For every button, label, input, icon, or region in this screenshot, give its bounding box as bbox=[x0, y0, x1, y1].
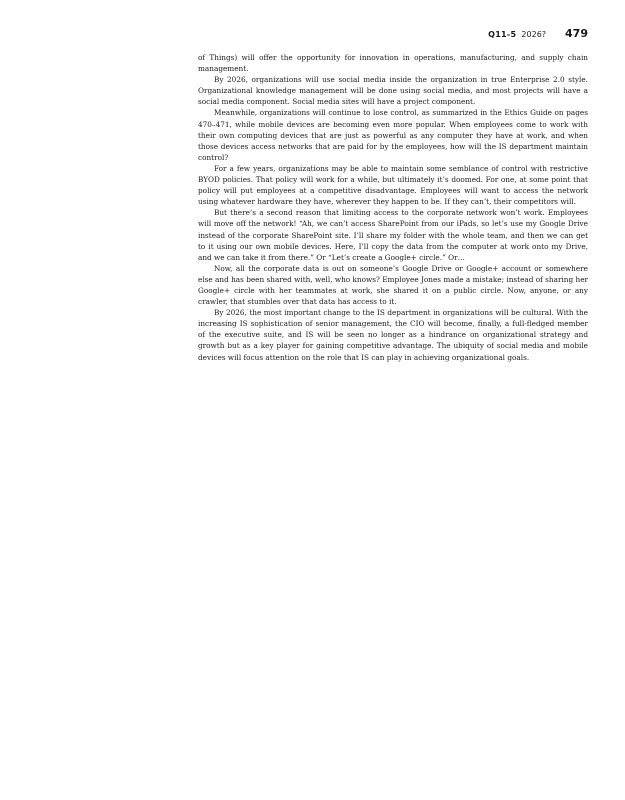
body-text bbox=[198, 52, 588, 363]
paragraph: But there’s a second reason that limiting access to the corporate network won’t work. Employees will move off the network! “Ah, we can’t access SharePoint from our iPads, so let’s use my Google Drive instead of the corporate SharePoint site. I’ll share my folder with the whole team, and then we can get to it using our own mobile devices. Here, I’ll copy the data from the computer at work onto my Drive, and we can take it from there.” Or “Let’s create a Google+ circle.” Or… bbox=[198, 208, 588, 262]
running-head bbox=[488, 27, 588, 43]
section-label: Q11-5 bbox=[488, 30, 517, 39]
paragraph: Meanwhile, organizations will continue to lose control, as summarized in the Ethics Guide on pages 470–471, while mobile devices are becoming even more popular. When employees come to work with their own computing devices that are just as powerful as any computer they have at work, and when those devices access networks that are paid for by the employees, how will the IS department maintain control? bbox=[198, 108, 588, 162]
paragraph: By 2026, organizations will use social media inside the organization in true Enterprise 2.0 style. Organizational knowledge management will be done using social media, and most projects will have a social media component. Social media sites will have a project component. bbox=[198, 75, 588, 107]
paragraph: Now, all the corporate data is out on someone’s Google Drive or Google+ account or somewhere else and has been shared with, well, who knows? Employee Jones made a mistake; instead of sharing her Google+ circle with her teammates at work, she shared it on a public circle. Now, anyone, or any crawler, that stumbles over that data has access to it. bbox=[198, 263, 588, 307]
paragraph: of Things) will offer the opportunity for innovation in operations, manufacturing, and supply chain management. bbox=[198, 53, 588, 74]
section-title: 2026? bbox=[521, 30, 547, 39]
paragraph: By 2026, the most important change to the IS department in organizations will be cultural. With the increasing IS sophistication of senior management, the CIO will become, finally, a full-fledged member of the executive suite, and IS will be seen no longer as a hindrance on organizational strategy and growth but as a key player for gaining competitive advantage. The ubiquity of social media and mobile devices will focus attention on the role that IS can play in achieving organizational goals. bbox=[198, 308, 588, 362]
page-number: 479 bbox=[565, 27, 588, 40]
paragraph: For a few years, organizations may be able to maintain some semblance of control with restrictive BYOD policies. That policy will work for a while, but ultimately it’s doomed. For one, at some point that policy will put employees at a competitive disadvantage. Employees will want to access the network using whatever hardware they have, wherever they happen to be. If they can’t, their competitors will. bbox=[198, 163, 588, 207]
